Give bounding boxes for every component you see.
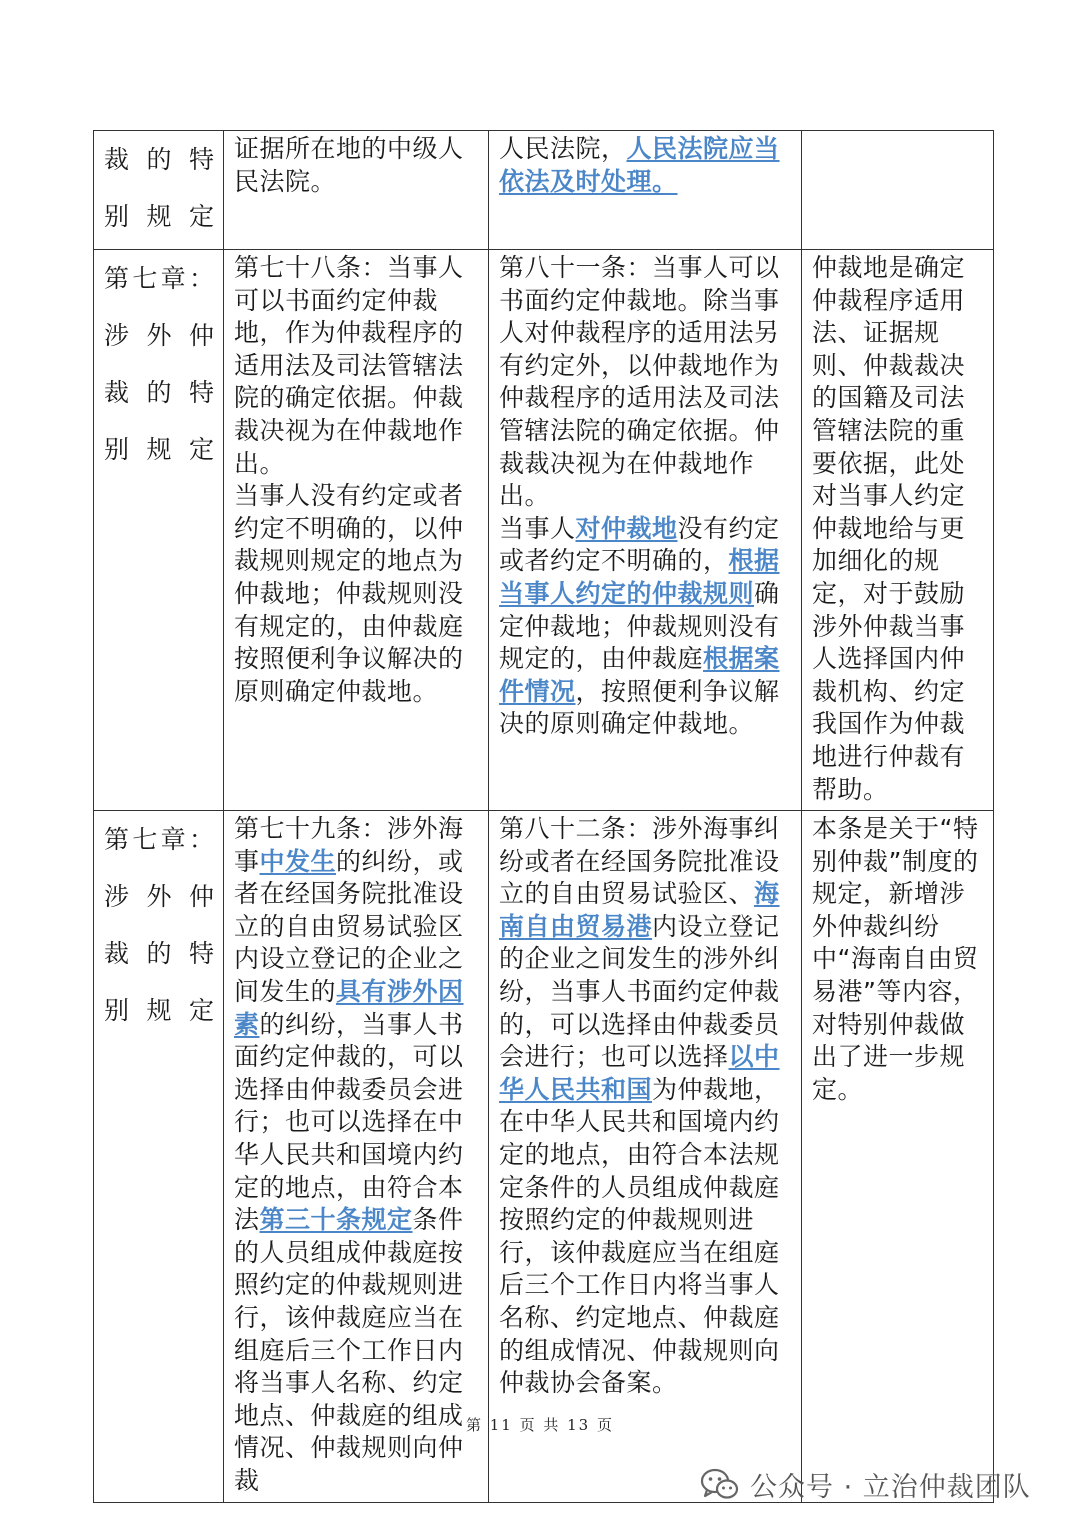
chapter-line: 涉外仲 bbox=[104, 321, 215, 350]
amended-text: 中发生 bbox=[259, 846, 337, 876]
note-cell bbox=[802, 250, 994, 811]
watermark-text: 公众号 · 立治仲裁团队 bbox=[750, 1471, 1031, 1503]
text-segment: 证据所在地的中级人民法院。 bbox=[234, 134, 464, 196]
amended-text: 对仲裁地 bbox=[575, 513, 678, 543]
chapter-line: 涉外仲 bbox=[104, 882, 215, 912]
chapter-cell bbox=[94, 131, 224, 250]
note-cell bbox=[802, 131, 994, 250]
chapter-text bbox=[104, 131, 215, 245]
old-article-text bbox=[234, 813, 480, 1497]
watermark bbox=[700, 1462, 1031, 1506]
old-article-cell bbox=[224, 131, 489, 250]
text-segment: 条件的人员组成仲裁庭按照约定的仲裁规则进行，该仲裁庭应当在组庭后三个工作日内将当事人名称、约定地点、仲裁庭的组成情况、仲裁规则向仲裁 bbox=[234, 1205, 464, 1495]
text-segment: 人民法院， bbox=[499, 134, 627, 163]
text-segment: 内设立登记的企业之间发生的涉外纠纷，当事人书面约定仲裁的，可以选择由仲裁委员会进行；也可以选择 bbox=[499, 911, 780, 1072]
text-segment: 当事人 bbox=[499, 513, 576, 543]
text-segment: 第七十八条：当事人可以书面约定仲裁地，作为仲裁程序的适用法及司法管辖法院的确定依据。仲裁裁决视为在仲裁地作出。 bbox=[234, 253, 464, 478]
chapter-line: 别规定 bbox=[104, 435, 215, 464]
chapter-line: 裁的特 bbox=[104, 378, 215, 407]
amended-text: 第三十条规定 bbox=[259, 1205, 413, 1235]
chapter-line: 第七章： bbox=[104, 825, 215, 855]
old-article-text bbox=[234, 133, 480, 198]
text-segment: 没有约定或者约定不明确的， bbox=[499, 513, 780, 576]
old-article-cell bbox=[224, 811, 489, 1502]
chapter-line: 第七章： bbox=[104, 264, 215, 293]
page-number: 第 11 页 共 13 页 bbox=[465, 1416, 614, 1434]
amended-text: 人民法院应当依法及时处理。 bbox=[499, 134, 780, 196]
chapter-line: 裁的特 bbox=[104, 145, 215, 174]
text-segment: 的纠纷，当事人书面约定仲裁的，可以选择由仲裁委员会进行；也可以选择在中华人民共和国境内约定的地点，由符合本法 bbox=[234, 1009, 464, 1235]
new-article-text bbox=[499, 133, 793, 198]
new-article-text bbox=[499, 252, 793, 741]
new-article-text bbox=[499, 813, 793, 1400]
note-cell bbox=[802, 811, 994, 1502]
text-segment: 本条是关于“特别仲裁”制度的规定，新增涉外仲裁纠纷中“海南自由贸易港”等内容，对特别仲裁做出了进一步规定。 bbox=[812, 814, 979, 1104]
old-article-cell bbox=[224, 250, 489, 811]
text-segment: 仲裁地是确定仲裁程序适用法、证据规则、仲裁裁决的国籍及司法管辖法院的重要依据，此处对当事人约定仲裁地给与更加细化的规定，对于鼓励涉外仲裁当事人选择国内仲裁机构、约定我国作为仲裁地进行仲裁有帮助。 bbox=[812, 253, 966, 804]
amended-text: 根据案件情况 bbox=[499, 644, 780, 706]
text-segment: 的纠纷，或者在经国务院批准设立的自由贸易试验区内设立登记的企业之间发生的 bbox=[234, 846, 464, 1007]
text-segment: 确定仲裁地；仲裁规则没有规定的，由仲裁庭 bbox=[499, 578, 780, 674]
comparison-table bbox=[93, 130, 994, 1503]
chapter-line: 裁的特 bbox=[104, 939, 215, 969]
chapter-text bbox=[104, 811, 215, 1039]
chapter-text bbox=[104, 250, 215, 478]
new-article-cell bbox=[489, 811, 802, 1502]
chapter-cell bbox=[94, 250, 224, 811]
amended-text: 以中华人民共和国 bbox=[499, 1042, 780, 1104]
old-article-text bbox=[234, 252, 480, 708]
note-text bbox=[812, 252, 985, 806]
amended-text: 具有涉外因素 bbox=[234, 977, 464, 1039]
table-row bbox=[94, 250, 994, 811]
text-segment: 为仲裁地，在中华人民共和国境内约定的地点，由符合本法规定条件的人员组成仲裁庭按照约定的仲裁规则进行，该仲裁庭应当在组庭后三个工作日内将当事人名称、约定地点、仲裁庭的组成情况、仲裁规则向仲裁协会备案。 bbox=[499, 1074, 780, 1398]
new-article-cell bbox=[489, 250, 802, 811]
chapter-line: 别规定 bbox=[104, 996, 215, 1026]
amended-text: 根据当事人约定的仲裁规则 bbox=[499, 546, 780, 608]
text-segment: 当事人没有约定或者约定不明确的，以仲裁规则规定的地点为仲裁地；仲裁规则没有规定的，由仲裁庭按照便利争议解决的原则确定仲裁地。 bbox=[234, 481, 464, 706]
chapter-line: 别规定 bbox=[104, 202, 215, 231]
text-segment: 第八十一条：当事人可以书面约定仲裁地。除当事人对仲裁程序的适用法另有约定外，以仲裁地作为仲裁程序的适用法及司法管辖法院的确定依据。仲裁裁决视为在仲裁地作出。 bbox=[499, 253, 780, 511]
wechat-icon bbox=[700, 1467, 740, 1501]
table-row bbox=[94, 811, 994, 1502]
text-segment: 第七十九条：涉外海事 bbox=[234, 814, 464, 876]
amended-text: 海南自由贸易港 bbox=[499, 879, 780, 941]
text-segment: ，按照便利争议解决的原则确定仲裁地。 bbox=[499, 676, 780, 739]
chapter-cell bbox=[94, 811, 224, 1502]
new-article-cell bbox=[489, 131, 802, 250]
text-segment: 第八十二条：涉外海事纠纷或者在经国务院批准设立的自由贸易试验区、 bbox=[499, 814, 780, 909]
table-row bbox=[94, 131, 994, 250]
note-text bbox=[812, 813, 985, 1106]
